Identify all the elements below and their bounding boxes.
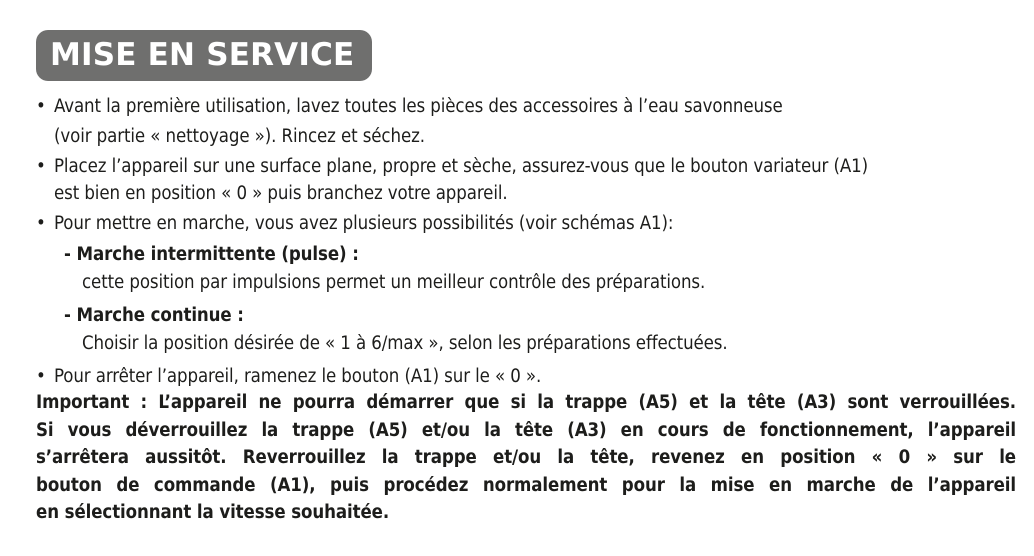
bullet-item-placement: [36, 152, 1016, 209]
important-line: Important : L’appareil ne pourra démarrer que si la trappe (A5) et la tête (A3) sont verrouillées.: [36, 392, 1016, 413]
bullet-dot-icon: •: [36, 156, 46, 177]
mode-description: cette position par impulsions permet un meilleur contrôle des préparations.: [82, 272, 706, 293]
bullet-item-start: [36, 209, 1016, 240]
bullet-text-continued: (voir partie « nettoyage »). Rincez et séchez.: [54, 126, 425, 147]
bullet-dot-icon: •: [36, 96, 46, 117]
section-title-badge: [36, 30, 372, 81]
bullet-item-first-use: [36, 92, 1016, 152]
bullet-text: Placez l’appareil sur une surface plane, propre et sèche, assurez-vous que le bouton variateur (A1): [54, 156, 869, 177]
bullet-text-continued: est bien en position « 0 » puis branchez votre appareil.: [54, 183, 508, 204]
bullet-text: Pour arrêter l’appareil, ramenez le bouton (A1) sur le « 0 ».: [54, 366, 542, 387]
bullet-text: Pour mettre en marche, vous avez plusieurs possibilités (voir schémas A1):: [54, 213, 674, 234]
mode-description: Choisir la position désirée de « 1 à 6/max », selon les préparations effectuées.: [82, 333, 728, 354]
mode-continuous: [36, 301, 1016, 362]
important-line: Si vous déverrouillez la trappe (A5) et/ou la tête (A3) en cours de fonctionnement, l’appareil: [36, 419, 1016, 441]
bullet-item-stop: [36, 362, 1016, 389]
bullet-dot-icon: •: [36, 213, 46, 234]
section-title: MISE EN SERVICE: [50, 37, 355, 73]
instructions-body: [36, 92, 1016, 527]
important-notice: [36, 389, 1016, 527]
mode-heading: - Marche continue :: [64, 305, 244, 326]
important-line: en sélectionnant la vitesse souhaitée.: [36, 502, 390, 523]
important-line: s’arrêtera aussitôt. Reverrouillez la trappe et/ou la tête, revenez en position « 0 » sur le: [36, 447, 1016, 468]
mode-intermittent: [36, 240, 1016, 301]
important-line: bouton de commande (A1), puis procédez normalement pour la mise en marche de l’appareil: [36, 474, 1016, 496]
mode-heading: - Marche intermittente (pulse) :: [64, 244, 359, 265]
bullet-dot-icon: •: [36, 366, 46, 387]
bullet-text: Avant la première utilisation, lavez toutes les pièces des accessoires à l’eau savonneuse: [54, 96, 783, 117]
